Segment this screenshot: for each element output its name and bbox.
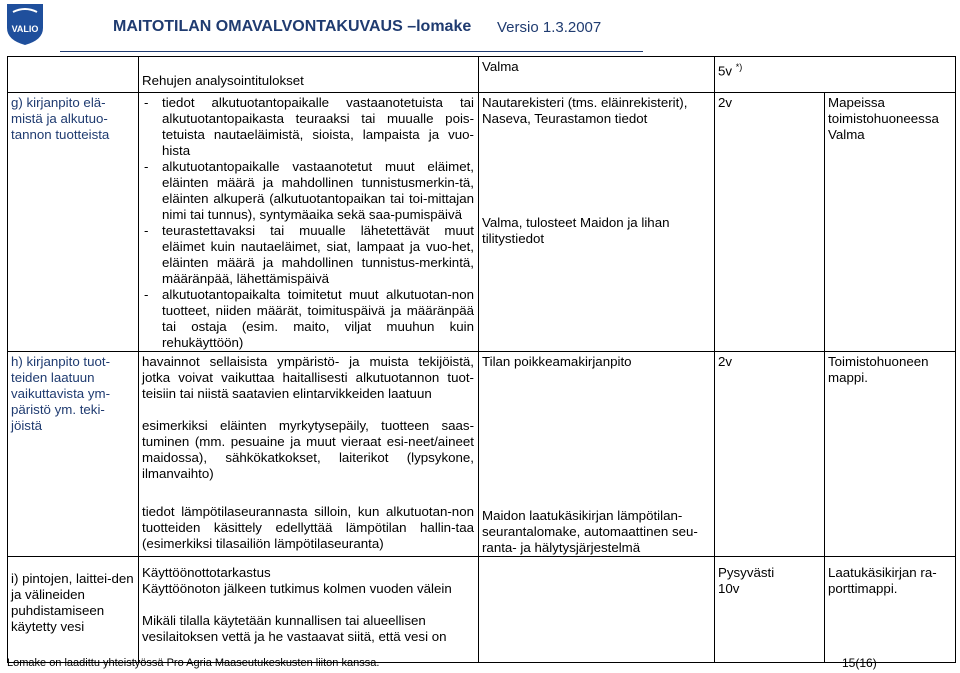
table-row [8,93,956,352]
header-blank-cell [8,57,139,93]
header-valma: Valma [479,57,715,93]
row-g-records [479,93,715,352]
list-item: - tiedot alkutuotantopaikalle vastaanotetuista tai alkutuotantopaikasta teuraaksi tai muualle pois-tetuista nautaeläimistä, sioista, lampaista ja vuo-hista [142,95,474,159]
paragraph: Käyttöönottotarkastus [142,565,271,580]
paragraph: esimerkiksi eläinten myrkytysepäily, tuotteen saas-tuminen (mm. pesuaine ja muut vieraat esi-neet/aineet maidossa), sähkökatkokset, laiterikot (lypsykone, ilmanvaihto) [142,418,474,481]
row-h-subject: h) kirjanpito tuot-teiden laatuun vaikuttavista ym-päristö ym. teki-jöistä [8,352,139,557]
valio-logo [5,2,45,46]
header-retention: 5v *) [715,57,825,93]
document-title: MAITOTILAN OMAVALVONTAKUVAUS –lomake [113,18,472,35]
row-i-interval: Pysyvästi 10v [715,557,825,663]
record-text: Nautarekisteri (tms. eläinrekisterit), Naseva, Teurastamon tiedot [482,95,688,126]
list-item: - alkutuotantopaikalle vastaanotetut muut eläimet, eläinten määrä ja mahdollinen tunnistusmerkin-tä, eläinten alkuperä (alkutuotantopaikan tai toi-mittajan nimi tai tunnus), syntymäaika sekä saa-pumispäivä [142,159,474,223]
header-rule [60,51,643,52]
table-row [8,557,956,663]
row-g-interval: 2v [715,93,825,352]
row-i-paragraphs [139,557,479,663]
paragraph: Käyttöönoton jälkeen tutkimus kolmen vuoden välein [142,581,452,596]
row-h-interval: 2v [715,352,825,557]
row-h-paragraphs [139,352,479,557]
page-number: 15(16) [842,656,877,670]
list-item: - alkutuotantopaikalta toimitetut muut alkutuotan-non tuotteet, niiden määrät, toimituspäivä ja määränpää tai ostaja (esim. maito, viljat muuhun kuin rehukäyttöön) [142,287,474,351]
row-h-location: Toimistohuoneen mappi. [825,352,956,557]
record-text: Valma, tulosteet Maidon ja lihan tilitystiedot [482,215,670,246]
control-table [7,56,956,663]
row-i-subject: i) pintojen, laittei-den ja välineiden puhdistamiseen käytetty vesi [8,557,139,663]
paragraph: tiedot lämpötilaseurannasta silloin, kun alkutuotan-non tuotteiden käsittely edellyttää lämpötilan hallin-taa (esimerkiksi tilasailiön lämpötilaseuranta) [142,504,474,551]
list-item: - teurastettavaksi tai muualle lähetettävät muut eläimet kuin nautaeläimet, siat, lampaat ja vuo-het, eläinten määrä ja mahdollinen tunnistus-merkintä, määränpää, lähettämispäivä [142,223,474,287]
record-text: Tilan poikkeamakirjanpito [482,354,632,369]
svg-text:VALIO: VALIO [11,24,39,34]
table-row [8,352,956,557]
row-g-location: Mapeissa toimistohuoneessa Valma [825,93,956,352]
paragraph: havainnot sellaisista ympäristö- ja muista tekijöistä, jotka voivat vaikuttaa haitallisesti alkutuotannon tuot-teisiin tai niistä saatavien elintarvikkeiden laatuun [142,354,474,401]
header-analysis-results: Rehujen analysointitulokset [139,57,479,93]
row-g-subject: g) kirjanpito elä-mistä ja alkutuo-tannon tuotteista [8,93,139,352]
table-header-row [8,57,956,93]
footer-note: Lomake on laadittu yhteistyössä Pro Agria Maaseutukeskusten liiton kanssa. [7,657,380,669]
document-version: Versio 1.3.2007 [497,19,602,36]
record-text: Maidon laatukäsikirjan lämpötilan-seurantalomake, automaattinen seu-ranta- ja hälytysjärjestelmä [482,508,698,555]
paragraph: Mikäli tilalla käytetään kunnallisen tai alueellisen vesilaitoksen vettä ja he vastaavat siitä, että vesi on [142,613,447,644]
row-g-items [139,93,479,352]
row-i-location: Laatukäsikirjan ra-porttimappi. [825,557,956,663]
row-h-records [479,352,715,557]
row-i-records [479,557,715,663]
header-blank-cell-end [825,57,956,93]
